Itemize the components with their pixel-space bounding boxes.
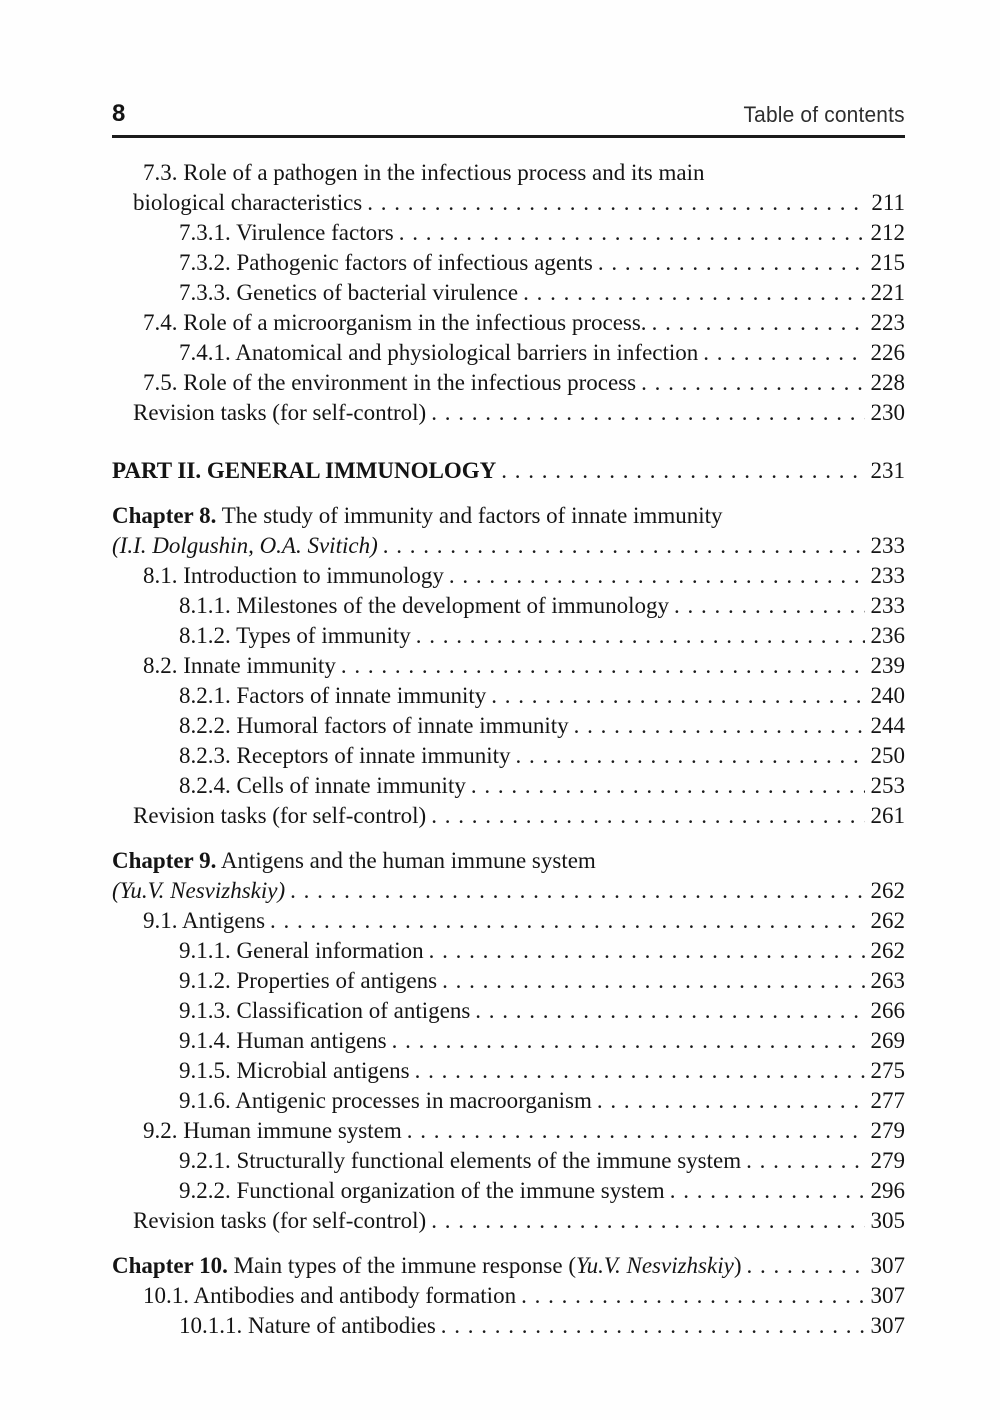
toc-entry-page-number: 279 — [870, 1118, 905, 1143]
toc-entry-title — [179, 1026, 387, 1056]
running-head-title: Table of contents — [743, 102, 905, 127]
toc-entry-page-number: 233 — [870, 563, 905, 588]
toc-entry — [112, 876, 905, 906]
toc-entry-text-segment: PART II. GENERAL IMMUNOLOGY — [112, 458, 497, 483]
toc-entry — [112, 591, 905, 621]
toc-entry-text-segment: 7.4. Role of a microorganism in the infectious process. — [143, 310, 647, 335]
toc-entry — [112, 1311, 905, 1341]
dot-leader — [746, 1251, 864, 1281]
toc-entry — [112, 368, 905, 398]
toc-entry-title — [133, 801, 426, 831]
toc-entry-page-number: 233 — [870, 593, 905, 618]
toc-entry-page-number: 212 — [870, 220, 905, 245]
toc-entry-title — [179, 966, 437, 996]
dot-leader — [415, 1056, 865, 1086]
toc-entry-title — [112, 501, 723, 531]
toc-entry-text-segment: 9.2.1. Structurally functional elements of the immune system — [179, 1148, 742, 1173]
toc-entry-title — [133, 398, 426, 428]
toc-entry — [112, 158, 905, 188]
toc-entry-page-number: 305 — [870, 1208, 905, 1233]
toc-entry — [112, 188, 905, 218]
toc-entry — [112, 651, 905, 681]
toc-entry — [112, 741, 905, 771]
toc-entry — [112, 711, 905, 741]
toc-entry-page-number: 277 — [870, 1088, 905, 1113]
toc-entry-text-segment: Revision tasks (for self-control) — [133, 803, 427, 828]
toc-entry-page-number: 221 — [870, 280, 905, 305]
dot-leader — [416, 621, 865, 651]
dot-leader — [399, 218, 865, 248]
toc-entry — [112, 398, 905, 428]
dot-leader — [442, 966, 864, 996]
toc-entry-title — [179, 741, 511, 771]
toc-entry-page-number: 275 — [870, 1058, 905, 1083]
toc-entry-text-segment: 9.1.2. Properties of antigens — [179, 968, 438, 993]
toc-entry-text-segment: 9.1.4. Human antigens — [179, 1028, 387, 1053]
dot-leader — [652, 308, 865, 338]
dot-leader — [471, 771, 865, 801]
toc-entry-title — [112, 846, 596, 876]
toc-entry-text-segment: 9.1.3. Classification of antigens — [179, 998, 471, 1023]
toc-entry-text-segment: Chapter 10. — [112, 1253, 228, 1278]
toc-entry-text-segment: Revision tasks (for self-control) — [133, 1208, 427, 1233]
toc-entry-page-number: 262 — [870, 938, 905, 963]
toc-entry-page-number: 231 — [870, 458, 905, 483]
toc-entry — [112, 936, 905, 966]
toc-entry-page-number: 307 — [870, 1313, 905, 1338]
dot-leader — [429, 936, 865, 966]
toc-entry-text-segment: Main types of the immune response ( — [227, 1253, 576, 1278]
toc-entry — [112, 996, 905, 1026]
toc-entry-title — [143, 308, 647, 338]
dot-leader — [746, 1146, 864, 1176]
toc-entry-title — [179, 278, 518, 308]
toc-entry — [112, 308, 905, 338]
toc-entry-page-number: 240 — [870, 683, 905, 708]
toc-entry-text-segment: 7.5. Role of the environment in the infectious process — [143, 370, 637, 395]
toc-entry-page-number: 236 — [870, 623, 905, 648]
toc-entry-title — [179, 1146, 741, 1176]
toc-entry-page-number: 228 — [870, 370, 905, 395]
dot-leader — [475, 996, 864, 1026]
toc-entry-page-number: 262 — [870, 878, 905, 903]
toc-entry-page-number: 233 — [870, 533, 905, 558]
dot-leader — [431, 801, 864, 831]
toc-entry-text-segment: 8.1.2. Types of immunity — [179, 623, 411, 648]
toc-entry-page-number: 211 — [871, 190, 905, 215]
toc-entry-title — [133, 188, 362, 218]
toc-entry-page-number: 239 — [870, 653, 905, 678]
toc-entry-text-segment: 9.1.5. Microbial antigens — [179, 1058, 410, 1083]
toc-entry-text-segment: Antigens and the human immune system — [216, 848, 596, 873]
toc-entry — [112, 1056, 905, 1086]
toc-entry-title — [143, 651, 336, 681]
toc-entry-title — [143, 561, 444, 591]
toc-entry-page-number: 226 — [870, 340, 905, 365]
toc-entry-page-number: 262 — [870, 908, 905, 933]
toc-entry-page-number: 244 — [870, 713, 905, 738]
toc-entry-title — [179, 1086, 592, 1116]
toc-entry-title — [179, 996, 470, 1026]
toc-entry-text-segment: Chapter 8. — [112, 503, 217, 528]
toc-entry-title — [143, 368, 636, 398]
toc-entry-page-number: 250 — [870, 743, 905, 768]
toc-entry-title — [179, 711, 569, 741]
page-header — [112, 100, 905, 138]
toc-entry — [112, 248, 905, 278]
toc-entry-page-number: 253 — [870, 773, 905, 798]
toc-entry-title — [143, 1116, 402, 1146]
toc-entry-title — [179, 218, 394, 248]
toc-entry-text-segment: 8.2.2. Humoral factors of innate immunity — [179, 713, 569, 738]
toc-entry-title — [143, 906, 265, 936]
toc-entry — [112, 1116, 905, 1146]
dot-leader — [516, 741, 865, 771]
toc-entry — [112, 218, 905, 248]
dot-leader — [431, 398, 864, 428]
toc-entry — [112, 621, 905, 651]
toc-entry — [112, 278, 905, 308]
dot-leader — [491, 681, 864, 711]
toc-entry — [112, 1281, 905, 1311]
toc-entry — [112, 1146, 905, 1176]
toc-entry-text-segment: Yu.V. Nesvizhskiy — [575, 1253, 734, 1278]
toc-entry-page-number: 263 — [870, 968, 905, 993]
dot-leader — [383, 531, 865, 561]
toc-entry — [112, 1206, 905, 1236]
dot-leader — [703, 338, 864, 368]
toc-entry-text-segment: 8.2. Innate immunity — [143, 653, 336, 678]
toc-entry-title — [133, 1206, 426, 1236]
toc-entry-text-segment: 10.1.1. Nature of antibodies — [179, 1313, 436, 1338]
toc-entry-title — [143, 1281, 516, 1311]
dot-leader — [674, 591, 865, 621]
toc-entry-text-segment: 7.4.1. Anatomical and physiological barriers in infection — [179, 340, 699, 365]
toc-entry — [112, 966, 905, 996]
toc-entry-text-segment: biological characteristics — [133, 190, 363, 215]
toc-entry-text-segment: 9.2.2. Functional organization of the immune system — [179, 1178, 665, 1203]
toc-entry-text-segment: 7.3.3. Genetics of bacterial virulence — [179, 280, 519, 305]
toc-entry — [112, 801, 905, 831]
toc-entry — [112, 531, 905, 561]
toc-entry-text-segment: The study of immunity and factors of innate immunity — [216, 503, 723, 528]
toc-entry-title — [179, 771, 466, 801]
dot-leader — [341, 651, 865, 681]
toc-entry-title — [143, 158, 704, 188]
toc-entry-title — [112, 1251, 741, 1281]
toc-entry — [112, 338, 905, 368]
toc-entry-title — [179, 936, 424, 966]
dot-leader — [367, 188, 865, 218]
toc-entry-text-segment: 9.1.6. Antigenic processes in macroorganism — [179, 1088, 592, 1113]
dot-leader — [449, 561, 865, 591]
dot-leader — [523, 278, 864, 308]
toc-entry-title — [179, 248, 593, 278]
toc-entry-title — [179, 1311, 436, 1341]
toc-entry — [112, 1026, 905, 1056]
toc-entry — [112, 501, 905, 531]
toc-entry-title — [179, 681, 486, 711]
toc-entry-title — [179, 591, 669, 621]
toc-entry-text-segment: 9.1.1. General information — [179, 938, 424, 963]
table-of-contents-list — [112, 158, 905, 1341]
dot-leader — [431, 1206, 864, 1236]
dot-leader — [441, 1311, 865, 1341]
toc-entry-text-segment: 7.3. Role of a pathogen in the infectious process and its main — [143, 160, 705, 185]
dot-leader — [574, 711, 865, 741]
toc-entry-text-segment: (I.I. Dolgushin, O.A. Svitich) — [112, 533, 378, 558]
toc-entry — [112, 771, 905, 801]
toc-entry-text-segment: 8.2.3. Receptors of innate immunity — [179, 743, 511, 768]
toc-entry-page-number: 296 — [870, 1178, 905, 1203]
toc-entry-page-number: 266 — [870, 998, 905, 1023]
toc-entry-page-number: 230 — [870, 400, 905, 425]
toc-entry-text-segment: Chapter 9. — [112, 848, 217, 873]
dot-leader — [521, 1281, 864, 1311]
dot-leader — [270, 906, 864, 936]
toc-entry-page-number: 223 — [870, 310, 905, 335]
toc-entry-text-segment: 7.3.1. Virulence factors — [179, 220, 394, 245]
toc-entry-page-number: 215 — [870, 250, 905, 275]
toc-entry-page-number: 307 — [870, 1283, 905, 1308]
toc-entry-title — [179, 621, 411, 651]
dot-leader — [598, 248, 865, 278]
toc-entry-text-segment: ) — [733, 1253, 742, 1278]
toc-entry-text-segment: 8.2.4. Cells of innate immunity — [179, 773, 466, 798]
toc-entry-title — [179, 1056, 410, 1086]
toc-entry — [112, 1086, 905, 1116]
toc-entry-page-number: 279 — [870, 1148, 905, 1173]
toc-entry — [112, 846, 905, 876]
page-number: 8 — [112, 100, 126, 127]
dot-leader — [597, 1086, 865, 1116]
toc-entry-text-segment: Revision tasks (for self-control) — [133, 400, 427, 425]
toc-entry-title — [112, 531, 378, 561]
toc-entry-text-segment: (Yu.V. Nesvizhskiy) — [112, 878, 286, 903]
toc-entry-title — [179, 1176, 665, 1206]
dot-leader — [407, 1116, 865, 1146]
toc-entry — [112, 561, 905, 591]
toc-entry — [112, 906, 905, 936]
toc-entry-text-segment: 8.1.1. Milestones of the development of immunology — [179, 593, 669, 618]
toc-entry-title — [179, 338, 698, 368]
toc-entry — [112, 1251, 905, 1281]
toc-entry-page-number: 307 — [870, 1253, 905, 1278]
toc-entry-text-segment: 9.2. Human immune system — [143, 1118, 402, 1143]
toc-entry — [112, 1176, 905, 1206]
toc-entry-text-segment: 8.2.1. Factors of innate immunity — [179, 683, 487, 708]
dot-leader — [290, 876, 864, 906]
toc-entry-text-segment: 8.1. Introduction to immunology — [143, 563, 444, 588]
toc-entry — [112, 681, 905, 711]
toc-entry-text-segment: 10.1. Antibodies and antibody formation — [143, 1283, 517, 1308]
dot-leader — [641, 368, 864, 398]
toc-entry-text-segment: 9.1. Antigens — [143, 908, 266, 933]
dot-leader — [392, 1026, 865, 1056]
toc-entry-text-segment: 7.3.2. Pathogenic factors of infectious agents — [179, 250, 593, 275]
toc-entry-title — [112, 876, 285, 906]
toc-entry-page-number: 269 — [870, 1028, 905, 1053]
toc-entry-page-number: 261 — [870, 803, 905, 828]
dot-leader — [670, 1176, 865, 1206]
toc-entry — [112, 456, 905, 486]
dot-leader — [501, 456, 864, 486]
toc-entry-title — [112, 456, 496, 486]
